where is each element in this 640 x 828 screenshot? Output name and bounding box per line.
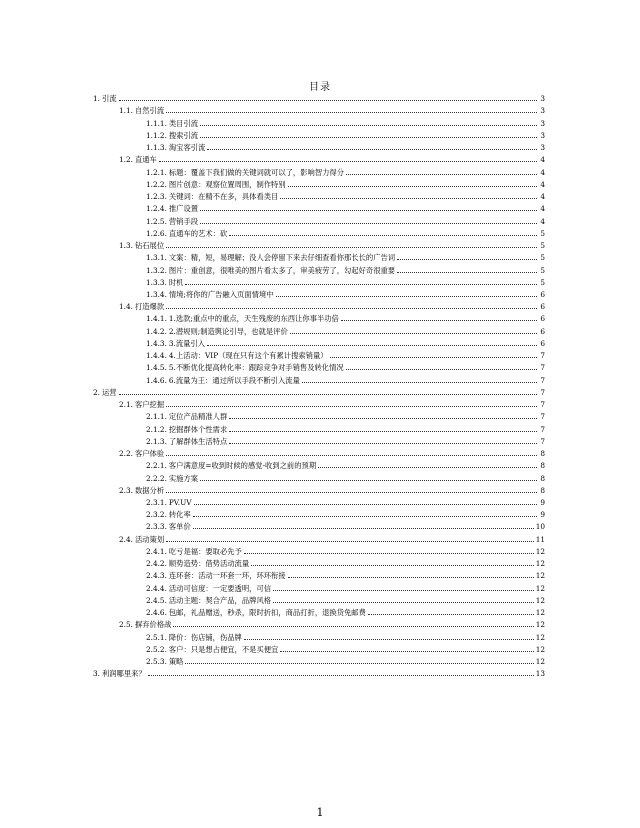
toc-entry-page: 7 — [540, 387, 545, 397]
toc-entry-label: 顺势造势：借势活动流量 — [168, 559, 250, 569]
toc-entry-number: 1.4.4. — [146, 351, 167, 361]
toc-entry-number: 1.2.5. — [146, 216, 167, 226]
toc-entry-number: 1.2.6. — [146, 228, 167, 238]
dot-leader — [244, 639, 534, 640]
toc-entry-page: 8 — [540, 449, 545, 459]
toc-entry-page: 5 — [540, 277, 545, 287]
toc-entry-title — [146, 351, 328, 360]
toc-entry-page: 7 — [540, 375, 545, 385]
dot-leader — [368, 614, 534, 615]
toc-entry-page: 6 — [540, 302, 545, 312]
toc-entry[interactable] — [93, 115, 545, 127]
toc-entry-page: 12 — [535, 608, 545, 618]
toc-entry-title — [146, 437, 227, 446]
toc-entry-page: 8 — [540, 473, 545, 483]
toc-entry-label: 包邮，礼品赠送，秒杀，限时折扣，商品打折，退换货免邮费 — [168, 608, 366, 618]
toc-entry-label: 了解群体生活特点 — [168, 436, 228, 446]
toc-entry-page: 3 — [540, 106, 545, 116]
toc-entry-page: 7 — [540, 436, 545, 446]
toc-entry[interactable] — [93, 91, 545, 103]
toc-entry-title — [146, 633, 242, 642]
toc-entry-label: 淘宝客引流 — [168, 143, 206, 153]
toc-entry-title — [146, 363, 344, 372]
toc-entry-title — [119, 400, 164, 409]
toc-entry[interactable] — [93, 629, 545, 641]
toc-entry[interactable] — [93, 287, 545, 299]
toc-entry-page: 6 — [540, 314, 545, 324]
toc-entry-title — [146, 143, 205, 152]
dot-leader — [273, 602, 534, 603]
toc-entry-label: 1.选款;重点中的重点，天生残废的东西让你事半功倍 — [168, 314, 339, 324]
toc-entry-title — [146, 608, 366, 617]
toc-entry[interactable] — [93, 654, 545, 666]
dot-leader — [166, 455, 537, 456]
toc-entry-number: 1.1.2. — [146, 130, 167, 140]
dot-leader — [229, 443, 537, 444]
toc-entry-page: 3 — [540, 143, 545, 153]
toc-entry-label: 3.流量引入 — [168, 338, 206, 348]
toc-entry-page: 9 — [540, 497, 545, 507]
toc-entry-number: 2.5.2. — [146, 644, 167, 654]
toc-entry-label: 活动策划 — [134, 534, 165, 544]
toc-entry-page: 6 — [540, 289, 545, 299]
toc-entry-page: 12 — [535, 644, 545, 654]
toc-entry[interactable] — [93, 140, 545, 152]
toc-entry[interactable] — [93, 495, 545, 507]
dot-leader — [166, 112, 537, 113]
toc-entry-label: 摒弃价格战 — [134, 620, 172, 630]
toc-entry-page: 3 — [540, 130, 545, 140]
toc-entry[interactable] — [93, 348, 545, 360]
dot-leader — [229, 235, 537, 236]
dot-leader — [148, 675, 534, 676]
toc-entry-number: 2.1.3. — [146, 436, 167, 446]
dot-leader — [273, 590, 534, 591]
toc-entry-number: 2.1. — [119, 400, 133, 410]
toc-entry-label: 关键词：在精不在多，具体看类目 — [168, 192, 279, 202]
toc-entry-label: 引流 — [101, 94, 117, 104]
toc-entry-page: 8 — [540, 461, 545, 471]
toc-entry-number: 2.3.2. — [146, 510, 167, 520]
toc-entry-title — [146, 498, 192, 507]
toc-entry-number: 1.1. — [119, 106, 133, 116]
toc-entry-page: 5 — [540, 253, 545, 263]
toc-entry-title — [146, 131, 198, 140]
toc-entry-title — [119, 449, 164, 458]
dot-leader — [290, 333, 537, 334]
dot-leader — [288, 577, 534, 578]
dot-leader — [346, 174, 537, 175]
toc-entry-label: 2.潜规则;制造舆论引导，也就是评价 — [168, 326, 288, 336]
toc-entry-page: 12 — [535, 571, 545, 581]
toc-entry-number: 1.2. — [119, 155, 133, 165]
toc-entry-number: 1.1.1. — [146, 118, 167, 128]
toc-entry-label: 数据分析 — [134, 485, 165, 495]
toc-entry-page: 4 — [540, 216, 545, 226]
toc-entry-title — [93, 669, 146, 678]
page-number: 1 — [316, 806, 324, 819]
toc-entry-page: 12 — [535, 559, 545, 569]
toc-entry-label: 转化率 — [168, 510, 191, 520]
toc-entry[interactable] — [93, 238, 545, 250]
toc-entry-number: 2.5.3. — [146, 657, 167, 667]
dot-leader — [185, 284, 537, 285]
toc-entry-number: 1.4. — [119, 302, 133, 312]
toc-entry-page: 5 — [540, 228, 545, 238]
dot-leader — [288, 186, 537, 187]
toc-entry-label: 标题：覆盖下我们做的关键词就可以了，影响智力得分 — [168, 167, 345, 177]
toc-entry[interactable] — [93, 164, 545, 176]
toc-entry-number: 1.4.3. — [146, 338, 167, 348]
toc-entry-number: 1.3.3. — [146, 277, 167, 287]
toc-entry-label: 客户挖掘 — [134, 400, 165, 410]
toc-entry-page: 12 — [535, 583, 545, 593]
toc-entry-title — [146, 584, 271, 593]
toc-entry-label: 推广设置 — [168, 204, 199, 214]
toc-entry-page: 12 — [535, 632, 545, 642]
toc-entry-label: 客户：只是想占便宜，不是买便宜 — [168, 644, 279, 654]
toc-entry[interactable] — [93, 152, 545, 164]
dot-leader — [330, 357, 537, 358]
toc-entry-page: 7 — [540, 424, 545, 434]
toc-entry-number: 2.1.1. — [146, 412, 167, 422]
toc-entry[interactable] — [93, 593, 545, 605]
dot-leader — [185, 663, 533, 664]
toc-entry-label: 打造爆款 — [134, 302, 165, 312]
dot-leader — [244, 553, 534, 554]
toc-entry-page: 4 — [540, 167, 545, 177]
dot-leader — [166, 247, 537, 248]
toc-entry-page: 12 — [535, 620, 545, 630]
toc-entry[interactable] — [93, 360, 545, 372]
toc-entry-number: 1.3. — [119, 241, 133, 251]
toc-entry[interactable] — [93, 397, 545, 409]
toc-entry-label: 定位产品精准人群 — [168, 412, 228, 422]
toc-entry[interactable] — [93, 421, 545, 433]
toc-entry-title — [119, 106, 164, 115]
toc-entry-number: 1.2.2. — [146, 179, 167, 189]
toc-entry[interactable] — [93, 262, 545, 274]
toc-entry-label: 客单价 — [168, 522, 191, 532]
toc-entry[interactable] — [93, 544, 545, 556]
toc-entry-page: 13 — [535, 669, 545, 679]
toc-entry-title — [146, 559, 249, 568]
toc-entry-number: 1.3.2. — [146, 265, 167, 275]
toc-entry-title — [146, 510, 191, 519]
toc-entry[interactable] — [93, 128, 545, 140]
toc-entry-number: 1.3.1. — [146, 253, 167, 263]
toc-entry[interactable] — [93, 372, 545, 384]
toc-entry-page: 6 — [540, 326, 545, 336]
toc-entry-page: 4 — [540, 204, 545, 214]
toc-entry-title — [146, 522, 191, 531]
toc-entry-page: 6 — [540, 338, 545, 348]
toc-entry-page: 3 — [540, 94, 545, 104]
toc-entry-page: 12 — [535, 657, 545, 667]
toc-entry-label: 类目引流 — [168, 118, 199, 128]
dot-leader — [166, 308, 537, 309]
toc-entry-label: 情境;将你的广告融入页面情境中 — [168, 289, 274, 299]
dot-leader — [280, 651, 533, 652]
dot-leader — [341, 320, 537, 321]
toc-entry-number: 1. — [93, 94, 100, 104]
toc-entry-label: 5.不断优化提高转化率：跟踪竞争对手销售及转化情况 — [168, 363, 344, 373]
toc-entry-page: 11 — [535, 534, 545, 544]
toc-entry[interactable] — [93, 336, 545, 348]
toc-entry-title — [146, 645, 278, 654]
table-of-contents — [93, 91, 545, 678]
toc-entry[interactable] — [93, 409, 545, 421]
toc-entry-page: 10 — [535, 522, 545, 532]
toc-entry[interactable] — [93, 642, 545, 654]
toc-entry-title — [146, 376, 300, 385]
toc-entry[interactable] — [93, 519, 545, 531]
dot-leader — [318, 467, 537, 468]
toc-entry-label: 利润哪里来？ — [101, 669, 146, 679]
dot-leader — [346, 369, 537, 370]
toc-entry-title — [119, 535, 164, 544]
toc-entry[interactable] — [93, 531, 545, 543]
toc-entry-label: 直通车 — [134, 155, 157, 165]
toc-entry[interactable] — [93, 250, 545, 262]
toc-entry-number: 2.4.2. — [146, 559, 167, 569]
toc-entry[interactable] — [93, 483, 545, 495]
toc-entry-number: 1.2.1. — [146, 167, 167, 177]
dot-leader — [193, 528, 534, 529]
toc-entry-number: 2.2. — [119, 449, 133, 459]
toc-entry[interactable] — [93, 226, 545, 238]
toc-entry-title — [93, 388, 117, 397]
toc-entry-number: 1.3.4. — [146, 289, 167, 299]
toc-entry-label: 钻石展位 — [134, 241, 165, 251]
toc-entry-number: 2. — [93, 387, 100, 397]
toc-entry-title — [146, 266, 395, 275]
toc-entry-number: 2.5.1. — [146, 632, 167, 642]
toc-entry-title — [119, 155, 157, 164]
dot-leader — [276, 296, 537, 297]
toc-entry-number: 2.1.2. — [146, 424, 167, 434]
toc-entry-label: 图片创意：观察位置周围，制作特别 — [168, 179, 286, 189]
toc-entry-label: 连环套：活动一环套一环，环环衔接 — [168, 571, 286, 581]
toc-entry[interactable] — [93, 385, 545, 397]
toc-entry-label: PV.UV — [168, 497, 192, 507]
toc-entry-title — [146, 192, 278, 201]
dot-leader — [194, 504, 537, 505]
toc-entry[interactable] — [93, 299, 545, 311]
toc-entry-title — [146, 278, 183, 287]
toc-entry[interactable] — [93, 556, 545, 568]
toc-entry-title — [119, 302, 164, 311]
toc-entry-page: 7 — [540, 351, 545, 361]
toc-entry-number: 2.3.3. — [146, 522, 167, 532]
toc-entry-title — [146, 412, 227, 421]
toc-entry-title — [146, 229, 227, 238]
toc-entry-label: 活动可信度：一定要透明，可信 — [168, 583, 272, 593]
toc-entry[interactable] — [93, 470, 545, 482]
dot-leader — [207, 345, 537, 346]
toc-entry-label: 6.流量为王：通过所以手段不断引入流量 — [168, 375, 300, 385]
dot-leader — [166, 406, 537, 407]
toc-entry[interactable] — [93, 189, 545, 201]
dot-leader — [397, 259, 537, 260]
toc-entry-title — [146, 327, 288, 336]
toc-entry[interactable] — [93, 103, 545, 115]
toc-entry-title — [146, 119, 198, 128]
toc-entry-page: 3 — [540, 118, 545, 128]
dot-leader — [280, 198, 537, 199]
toc-entry-title — [146, 596, 271, 605]
dot-leader — [119, 100, 537, 101]
toc-entry-number: 1.1.3. — [146, 143, 167, 153]
toc-entry-label: 搜索引流 — [168, 130, 199, 140]
toc-entry-page: 8 — [540, 485, 545, 495]
toc-entry-label: 客户满意度=收到时候的感觉-收到之前的预期 — [168, 461, 317, 471]
toc-entry[interactable] — [93, 568, 545, 580]
toc-entry-number: 2.4.4. — [146, 583, 167, 593]
dot-leader — [200, 210, 537, 211]
toc-entry-page: 7 — [540, 363, 545, 373]
toc-entry[interactable] — [93, 201, 545, 213]
dot-leader — [200, 480, 537, 481]
dot-leader — [193, 516, 537, 517]
toc-entry-title — [146, 180, 286, 189]
toc-entry-number: 2.4.5. — [146, 595, 167, 605]
toc-entry-label: 策略 — [168, 657, 184, 667]
toc-entry-page: 5 — [540, 241, 545, 251]
toc-entry-title — [146, 290, 274, 299]
dot-leader — [200, 137, 537, 138]
toc-entry-title — [146, 571, 286, 580]
toc-entry[interactable] — [93, 275, 545, 287]
toc-entry-page: 9 — [540, 510, 545, 520]
toc-entry[interactable] — [93, 507, 545, 519]
dot-leader — [302, 382, 537, 383]
toc-entry-label: 运营 — [101, 387, 117, 397]
toc-entry[interactable] — [93, 458, 545, 470]
toc-entry-title — [146, 168, 344, 177]
dot-leader — [173, 626, 533, 627]
toc-entry-number: 1.4.6. — [146, 375, 167, 385]
dot-leader — [200, 223, 537, 224]
toc-entry-label: 实施方案 — [168, 473, 199, 483]
toc-entry-label: 营销手段 — [168, 216, 199, 226]
toc-entry-title — [146, 204, 198, 213]
toc-entry-title — [146, 217, 198, 226]
toc-entry-title — [146, 425, 227, 434]
toc-entry-number: 2.3. — [119, 485, 133, 495]
toc-entry[interactable] — [93, 434, 545, 446]
toc-entry[interactable] — [93, 617, 545, 629]
toc-entry-title — [119, 241, 164, 250]
toc-entry-label: 降价：伤店铺，伤品牌 — [168, 632, 242, 642]
toc-entry-label: 活动主题：契合产品，品牌风格 — [168, 595, 272, 605]
toc-entry[interactable] — [93, 213, 545, 225]
toc-entry[interactable] — [93, 177, 545, 189]
toc-entry-page: 7 — [540, 400, 545, 410]
toc-entry-title — [119, 620, 171, 629]
toc-entry-number: 2.3.1. — [146, 497, 167, 507]
toc-entry-number: 2.4.3. — [146, 571, 167, 581]
toc-entry-title — [119, 486, 164, 495]
toc-entry-title — [146, 657, 183, 666]
dot-leader — [159, 161, 537, 162]
toc-entry-number: 1.2.4. — [146, 204, 167, 214]
dot-leader — [229, 418, 537, 419]
toc-entry[interactable] — [93, 323, 545, 335]
toc-entry-label: 时机 — [168, 277, 184, 287]
dot-leader — [119, 394, 537, 395]
toc-entry-label: 自然引流 — [134, 106, 165, 116]
toc-entry[interactable] — [93, 446, 545, 458]
dot-leader — [166, 541, 534, 542]
toc-entry-label: 4.上活动：VIP（现在只有这个有累计搜索销量） — [168, 351, 328, 361]
toc-entry-page: 7 — [540, 412, 545, 422]
toc-entry-label: 文案：精，短，易理解；没人会停留下来去仔细查看你那长长的广告词 — [168, 253, 396, 263]
toc-entry-title — [146, 547, 242, 556]
toc-entry-number: 2.4. — [119, 534, 133, 544]
toc-entry-label: 直通车的艺术：砍 — [168, 228, 228, 238]
toc-entry-number: 1.4.5. — [146, 363, 167, 373]
toc-entry[interactable] — [93, 580, 545, 592]
dot-leader — [397, 272, 537, 273]
toc-entry-number: 2.2.2. — [146, 473, 167, 483]
toc-entry-number: 2.4.1. — [146, 546, 167, 556]
dot-leader — [200, 125, 537, 126]
dot-leader — [166, 492, 537, 493]
toc-entry-title — [146, 461, 316, 470]
toc-entry-number: 2.5. — [119, 620, 133, 630]
page-title: 目录 — [309, 82, 331, 93]
toc-entry-page: 4 — [540, 179, 545, 189]
toc-entry-number: 1.4.2. — [146, 326, 167, 336]
toc-entry[interactable] — [93, 666, 545, 678]
toc-entry-title — [146, 474, 198, 483]
toc-entry[interactable] — [93, 311, 545, 323]
toc-entry-page: 5 — [540, 265, 545, 275]
toc-entry-number: 1.4.1. — [146, 314, 167, 324]
toc-entry-title — [146, 339, 205, 348]
toc-entry-label: 吃亏是福：要取必先予 — [168, 546, 242, 556]
toc-entry-label: 图片：重创意，很唯美的图片看太多了，审美疲劳了，勾起好奇很重要 — [168, 265, 396, 275]
toc-entry-number: 3. — [93, 669, 100, 679]
toc-entry-page: 12 — [535, 595, 545, 605]
toc-entry-title — [146, 253, 395, 262]
toc-entry-title — [146, 314, 339, 323]
toc-entry-number: 1.2.3. — [146, 192, 167, 202]
toc-entry-label: 挖掘群体个性需求 — [168, 424, 228, 434]
toc-entry-page: 4 — [540, 155, 545, 165]
toc-entry-page: 12 — [535, 546, 545, 556]
toc-entry-title — [93, 94, 117, 103]
dot-leader — [251, 565, 534, 566]
toc-entry-page: 4 — [540, 192, 545, 202]
dot-leader — [207, 149, 537, 150]
toc-entry-label: 客户体验 — [134, 449, 165, 459]
toc-entry-number: 2.2.1. — [146, 461, 167, 471]
toc-entry[interactable] — [93, 605, 545, 617]
toc-entry-number: 2.4.6. — [146, 608, 167, 618]
dot-leader — [229, 431, 537, 432]
